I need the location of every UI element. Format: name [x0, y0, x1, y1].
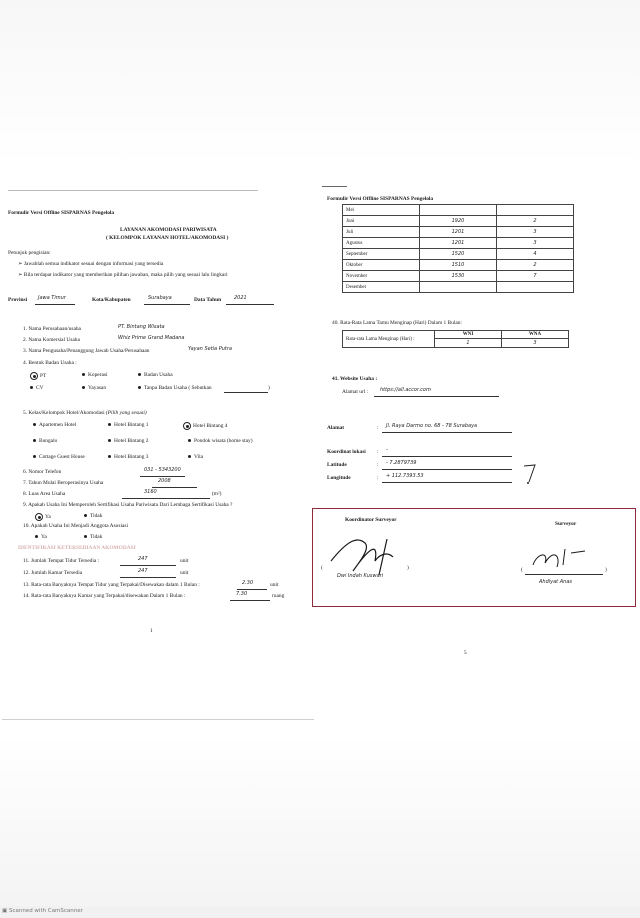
q5-label: 5. Kelas/Kelompok Hotel/Akomodasi (Pilih yang sesuai): [23, 410, 147, 416]
section-heading: IDENTIFIKASI KETERSEDIAAN AKOMODASI: [18, 545, 136, 551]
monthly-guests-table: [342, 204, 574, 293]
month-wni-value[interactable]: 1201: [420, 238, 497, 249]
q13-line: [237, 589, 267, 590]
instruction-1: ➢ Jawablah semua indikator sesuai dengan informasi yang tersedia: [18, 261, 164, 267]
page-top-edge: [8, 190, 258, 191]
surveyor-signature-image: [527, 543, 597, 575]
instructions-heading: Petunjuk pengisian:: [8, 250, 51, 256]
q9-label: 9. Apakah Usaha Ini Memperoleh Sertifikasi Usaha Pariwisata Dari Lembaga Sertifikasi Usaha ?: [23, 502, 233, 508]
option-hb1[interactable]: Hotel Bintang 1: [108, 422, 148, 429]
page-bottom-edge: [2, 719, 314, 720]
q41-label: 41. Website Usaha :: [332, 376, 378, 382]
alamat-line: [382, 432, 512, 433]
instruction-2: ➢ Bila terdapat indikator yang memberikan pilihan jawaban, maka pilih yang sesuai lalu lingkari: [18, 272, 228, 278]
koordinat-value[interactable]: -: [386, 447, 388, 453]
camscanner-watermark: ▣ Scanned with CamScanner: [2, 908, 83, 914]
bullet-icon: [138, 373, 141, 376]
alamat-label: Alamat: [327, 425, 345, 431]
avg-wni-value[interactable]: 1: [435, 339, 502, 348]
url-label: Alamat url :: [342, 389, 369, 395]
right-page-number: 5: [464, 650, 467, 656]
col-wni: WNI: [435, 331, 502, 339]
option-hb2[interactable]: Hotel Bintang 2: [108, 438, 148, 445]
q14-label: 14. Rata-rata Banyaknya Kamar yang Terpakai/disewakan Dalam 1 Bulan :: [23, 593, 186, 599]
latitude-colon: :: [377, 462, 379, 468]
right-page-header: Formulir Versi Offline SISPARNAS Pengelola: [327, 196, 434, 202]
provinsi-line: [35, 304, 75, 305]
q3-value[interactable]: Yayan Setia Putra: [188, 346, 232, 352]
month-wni-value[interactable]: 1201: [420, 227, 497, 238]
arrow-icon: ➢: [18, 272, 24, 278]
option-cv[interactable]: CV: [30, 385, 44, 392]
q13-value[interactable]: 2.30: [242, 580, 254, 586]
q14-value[interactable]: 7.30: [236, 591, 248, 597]
surveyor-label: Surveyor: [555, 521, 577, 527]
month-name: September: [343, 249, 420, 260]
avg-stay-table: [342, 330, 569, 348]
bullet-icon: [33, 455, 36, 458]
avg-wna-value[interactable]: 3: [502, 339, 569, 348]
bullet-icon: [35, 535, 38, 538]
surveyor-paren-close: ): [605, 567, 607, 573]
q13-unit: unit: [270, 582, 279, 588]
latitude-label: Latitude: [327, 462, 347, 468]
q7-value[interactable]: 2008: [158, 478, 171, 484]
option-yayasan[interactable]: Yayasan: [82, 385, 106, 392]
month-wna-value[interactable]: 2: [497, 260, 574, 271]
month-name: Agustus: [343, 238, 420, 249]
month-wna-value[interactable]: 3: [497, 227, 574, 238]
q11-label: 11. Jumlah Tempat Tidur Tersedia :: [23, 558, 100, 564]
option-badan-usaha[interactable]: Badan Usaha: [138, 372, 173, 379]
month-row: [343, 260, 574, 271]
avg-stay-row-label: Rata-rata Lama Menginap (Hari) :: [343, 331, 435, 348]
url-value[interactable]: https://all.accor.com: [380, 387, 431, 393]
koordinat-colon: :: [377, 449, 379, 455]
month-name: Desember: [343, 282, 420, 293]
latitude-value[interactable]: - 7.2879739: [386, 460, 417, 466]
paren-close: ): [268, 385, 270, 391]
bullet-icon: [108, 455, 111, 458]
q7-label: 7. Tahun Mulai Beroperasinya Usaha: [23, 480, 104, 486]
page-top-edge: [322, 186, 347, 187]
koordinator-signature-image: [327, 531, 407, 579]
tahun-label: Data Tahun: [194, 297, 222, 303]
option-hb3[interactable]: Hotel Bintang 3: [108, 454, 148, 461]
longitude-line: [382, 482, 512, 483]
month-wni-value[interactable]: [420, 205, 497, 216]
bullet-icon: [82, 373, 85, 376]
q6-value[interactable]: 031 - 5343200: [144, 467, 181, 473]
month-row: [343, 227, 574, 238]
q9-option-ya[interactable]: Ya: [35, 513, 51, 521]
month-row: [343, 282, 574, 293]
month-wna-value[interactable]: 7: [497, 271, 574, 282]
latitude-line: [382, 469, 512, 470]
q11-value[interactable]: 247: [138, 556, 148, 562]
q1-value[interactable]: PT. Bintang Wisata: [118, 324, 165, 330]
month-row: [343, 249, 574, 260]
q10-option-ya[interactable]: Ya: [35, 534, 47, 541]
month-wna-value[interactable]: 3: [497, 238, 574, 249]
bullet-icon: [33, 423, 36, 426]
q12-unit: unit: [180, 570, 189, 576]
month-name: Juli: [343, 227, 420, 238]
q4-label: 4. Bentuk Badan Usaha :: [23, 360, 77, 366]
option-tanpa-badan[interactable]: Tanpa Badan Usaha ( Sebutkan: [138, 385, 212, 392]
q1-label: 1. Nama Perusahaan/usaha: [23, 326, 81, 332]
kota-label: Kota/Kabupaten: [92, 297, 131, 303]
alamat-colon: :: [377, 425, 379, 431]
left-page-header: Formulir Versi Offline SISPARNAS Pengelola: [8, 210, 115, 216]
bullet-icon: [188, 439, 191, 442]
month-wni-value[interactable]: [420, 282, 497, 293]
kota-value[interactable]: Surabaya: [148, 295, 172, 301]
month-wni-value[interactable]: 1520: [420, 249, 497, 260]
q13-label: 13. Rata-rata Banyaknya Tempat Tidur yang Terpakai/Disewakan dalam 1 Bulan :: [23, 582, 200, 588]
q12-line: [120, 577, 176, 578]
option-koperasi[interactable]: Koperasi: [82, 372, 107, 379]
kota-line: [144, 304, 190, 305]
longitude-label: Longitude: [327, 475, 351, 481]
selected-circle-icon: [35, 513, 43, 521]
q9-option-tidak[interactable]: Tidak: [84, 513, 102, 520]
q2-label: 2. Nama Komersial Usaha: [23, 337, 80, 343]
q8-line: [122, 498, 210, 499]
q8-value[interactable]: 3160: [144, 489, 157, 495]
option-bungalo[interactable]: Bungalo: [33, 438, 57, 445]
q14-unit: ruang: [272, 593, 285, 599]
month-row: [343, 271, 574, 282]
month-wni-value[interactable]: 1530: [420, 271, 497, 282]
q8-label: 8. Luas Area Usaha: [23, 491, 66, 497]
signature-box: [312, 508, 636, 607]
alamat-value[interactable]: Jl. Raya Darmo no. 68 - 78 Surabaya: [386, 423, 478, 429]
option-apartemen[interactable]: Apartemen Hotel: [33, 422, 76, 429]
bullet-icon: [33, 439, 36, 442]
month-row: [343, 205, 574, 216]
q14-line: [230, 600, 270, 601]
camscanner-logo-icon: ▣: [2, 908, 9, 914]
provinsi-label: Provinsi: [8, 297, 28, 303]
option-hb4[interactable]: Hotel Bintang 4: [183, 422, 227, 430]
option-cottage[interactable]: Cottage Guest House: [33, 454, 85, 461]
bullet-icon: [84, 535, 87, 538]
bullet-icon: [138, 386, 141, 389]
koordinat-label: Koordinat lokasi: [327, 449, 366, 455]
month-row: [343, 216, 574, 227]
month-name: November: [343, 271, 420, 282]
month-wna-value[interactable]: [497, 205, 574, 216]
bullet-icon: [30, 386, 33, 389]
surveyor-paren-open: (: [521, 567, 523, 573]
provinsi-value[interactable]: Jawa Timur: [38, 295, 66, 301]
surveyor-name-line: [525, 574, 603, 575]
tahun-line: [226, 304, 274, 305]
month-name: Oktober: [343, 260, 420, 271]
koordinat-line: [382, 456, 512, 457]
month-wna-value[interactable]: 4: [497, 249, 574, 260]
url-line: [374, 396, 499, 397]
q12-label: 12. Jumlah Kamar Tersedia: [23, 570, 83, 576]
q10-label: 10. Apakah Usaha Ini Menjadi Anggota Asosiasi: [23, 523, 128, 529]
camscanner-footer: [0, 906, 640, 918]
option-pondok[interactable]: Pondok wisata (home stay): [188, 438, 253, 445]
q40-label: 40. Rata-Rata Lama Tamu Menginap (Hari) Dalam 1 Bulan:: [332, 320, 462, 326]
month-name: Mei: [343, 205, 420, 216]
koordinator-name: Dwi Indah Kuswari: [337, 573, 384, 579]
q2-value[interactable]: Whiz Prime Grand Madana: [118, 335, 185, 341]
bullet-icon: [84, 514, 87, 517]
q11-unit: unit: [180, 558, 189, 564]
form-subtitle: ( KELOMPOK LAYANAN HOTEL/AKOMODASI ): [106, 235, 229, 241]
koordinator-label: Koordinator Surveyor: [345, 517, 397, 523]
q7-line: [152, 487, 197, 488]
left-form-page: [8, 190, 313, 720]
q6-label: 6. Nomor Telefon: [23, 469, 62, 475]
handwritten-seven-mark: [522, 463, 538, 485]
surveyor-name: Ahdiyat Anas: [539, 579, 572, 585]
q6-line: [140, 476, 185, 477]
bullet-icon: [108, 423, 111, 426]
month-row: [343, 238, 574, 249]
q12-value[interactable]: 247: [138, 568, 148, 574]
bullet-icon: [82, 386, 85, 389]
form-title: LAYANAN AKOMODASI PARIWISATA: [120, 227, 217, 233]
longitude-colon: :: [377, 475, 379, 481]
koordinator-paren-open: (: [321, 565, 323, 571]
arrow-icon: ➢: [18, 261, 24, 267]
selected-circle-icon: [30, 372, 38, 380]
tahun-value[interactable]: 2021: [234, 295, 247, 301]
option-vila[interactable]: Vila: [188, 454, 203, 461]
bullet-icon: [108, 439, 111, 442]
bullet-icon: [188, 455, 191, 458]
left-page-number: 1: [150, 628, 153, 634]
col-wna: WNA: [502, 331, 569, 339]
sebutkan-line: [224, 392, 268, 393]
q8-unit: (m²): [212, 491, 222, 497]
month-wni-value[interactable]: 1510: [420, 260, 497, 271]
month-name: Juni: [343, 216, 420, 227]
month-wni-value[interactable]: 1920: [420, 216, 497, 227]
q3-label: 3. Nama Pengusaha/Penanggung Jawab Usaha/Perusahaan: [23, 348, 150, 354]
month-wna-value[interactable]: 2: [497, 216, 574, 227]
q11-line: [120, 565, 176, 566]
selected-circle-icon: [183, 422, 191, 430]
longitude-value[interactable]: + 112.7393.53: [386, 473, 424, 479]
koordinator-paren-close: ): [407, 565, 409, 571]
month-wna-value[interactable]: [497, 282, 574, 293]
q10-option-tidak[interactable]: Tidak: [84, 534, 102, 541]
option-pt[interactable]: PT: [30, 372, 46, 380]
